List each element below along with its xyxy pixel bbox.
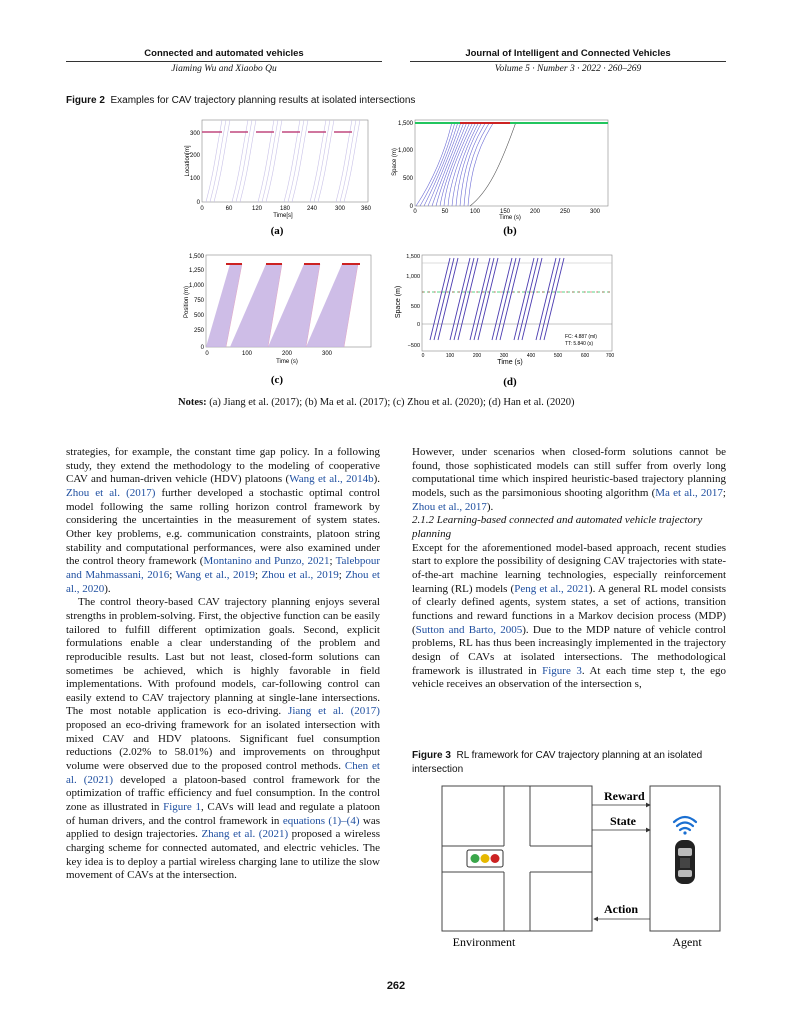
panel-c-xtick: 200 — [281, 351, 293, 357]
panel-d-xtick: 400 — [526, 353, 536, 359]
panel-b-xtick: 300 — [589, 209, 601, 215]
panel-b-chart — [392, 120, 608, 221]
header-rule-right — [410, 61, 726, 62]
panel-c-ylabel: Position (m) — [184, 285, 190, 319]
panel-a-ytick: 200 — [189, 153, 200, 159]
environment-box — [442, 786, 592, 931]
panel-c-label: (c) — [270, 374, 284, 386]
figure-link[interactable]: Figure 3 — [542, 664, 582, 677]
panel-d-xtick: 700 — [605, 353, 615, 359]
panel-b-ylabel: Space (m) — [392, 148, 398, 176]
panel-d-xtick: 600 — [580, 353, 590, 359]
panel-a-xtick: 180 — [279, 206, 291, 212]
panel-b-ytick: 1,000 — [397, 148, 413, 154]
panel-c-xtick: 0 — [205, 351, 209, 357]
right-column — [412, 446, 726, 692]
citation-link[interactable]: Ma et al., 2017 — [655, 486, 723, 499]
citation-link[interactable]: Montanino and Punzo, 2021 — [203, 555, 330, 568]
environment-label: Environment — [452, 935, 516, 949]
panel-b-label: (b) — [503, 225, 517, 237]
figure2-caption: Figure 2 Examples for CAV trajectory planning results at isolated intersections — [66, 95, 416, 106]
citation-link[interactable]: Jiang et al. (2017) — [288, 705, 380, 718]
panel-d-ylabel: Space (m) — [395, 285, 402, 319]
panel-d-legend-fc: FC: 4.887 (ml) — [565, 334, 597, 340]
left-paragraph-1: strategies, for example, the constant time gap policy. In a following study, they extend the methodology to the modeling of cooperative CAV and human-driven vehicle (HDV) platoons (Wang et al., 2014b). Zhou et al. (2017) further developed a stochastic optimal control model following the same rolling horizon control framework by considering the uncertainties in the measurement of system states. Other key problems, e.g. communication constraints, platoon string stability and computational performances, were also examined under the control theory framework (Montanino and Punzo, 2021; Talebpour and Mahmassani, 2016; Wang et al., 2019; Zhou et al., 2019; Zhou et al., 2020). — [66, 446, 380, 595]
panel-d-xtick: 0 — [421, 353, 425, 359]
panel-d-ytick: 500 — [410, 304, 420, 310]
citation-link[interactable]: Chen et al. (2021) — [66, 760, 380, 786]
citation-link[interactable]: Sutton and Barto, 2005 — [415, 623, 523, 636]
panel-d-label: (d) — [503, 376, 517, 388]
panel-b-xtick: 150 — [499, 209, 511, 215]
car-icon — [675, 840, 695, 884]
panel-b-xtick: 50 — [441, 209, 449, 215]
citation-link[interactable]: Wang et al., 2019 — [175, 568, 255, 581]
panel-a-xtick: 60 — [225, 206, 233, 212]
action-label: Action — [604, 902, 638, 916]
panel-b-ytick: 500 — [402, 176, 413, 182]
panel-a-xlabel: Time[s] — [273, 213, 293, 219]
state-label: State — [610, 814, 636, 828]
panel-a-label: (a) — [270, 225, 284, 237]
panel-b-xtick: 0 — [413, 209, 417, 215]
panel-b-xtick: 100 — [469, 209, 481, 215]
panel-c-ytick: 1,000 — [188, 283, 204, 289]
agent-label: Agent — [672, 935, 702, 949]
page-number: 262 — [386, 980, 406, 992]
journal-section-title: Connected and automated vehicles — [144, 48, 304, 59]
panel-c-ytick: 1,250 — [188, 268, 204, 274]
panel-c-ytick: 1,500 — [188, 254, 204, 260]
panel-d-ytick: 1,000 — [406, 274, 420, 280]
panel-a-xtick: 300 — [334, 206, 346, 212]
panel-d-xtick: 200 — [472, 353, 482, 359]
right-paragraph-2: Except for the aforementioned model-based approach, recent studies start to explore the possibility of designing CAV trajectories with state-of-the-art machine learning technologies, especially reinforcement learning (RL) models (Peng et al., 2021). A general RL model consists of clearly defined agents, system states, a set of actions, transition functions and reward functions in a Markov decision process (MDP) (Sutton and Barto, 2005). Due to the MDP nature of vehicle control problems, RL has thus been increasingly implemented in the trajectory design of CAVs at isolated intersections. The methodological framework is illustrated in Figure 3. At each time step t, the ego vehicle receives an observation of the intersection s, — [412, 541, 726, 691]
citation-link[interactable]: Zhou et al. (2017) — [66, 486, 156, 499]
panel-c-xtick: 300 — [321, 351, 333, 357]
panel-d-xtick: 300 — [499, 353, 509, 359]
traffic-light-icon — [467, 850, 503, 867]
panel-d-chart — [395, 254, 614, 366]
panel-b-xtick: 250 — [559, 209, 571, 215]
figure2-notes: Notes: (a) Jiang et al. (2017); (b) Ma et al. (2017); (c) Zhou et al. (2020); (d) Han et al. (2020) — [178, 397, 575, 408]
panel-d-ytick: 0 — [416, 322, 420, 328]
citation-link[interactable]: Zhou et al., 2017 — [412, 500, 487, 513]
header-rule-left — [66, 61, 382, 62]
panel-a-ytick: 300 — [189, 131, 200, 137]
figure3-diagram — [412, 784, 726, 954]
panel-c-ytick: 250 — [193, 328, 204, 334]
panel-c-ytick: 0 — [200, 345, 204, 351]
panel-b-xtick: 200 — [529, 209, 541, 215]
journal-name: Journal of Intelligent and Connected Vehicles — [465, 48, 671, 59]
panel-c-xtick: 100 — [241, 351, 253, 357]
panel-a-xtick: 120 — [251, 206, 263, 212]
panel-d-xlabel: Time (s) — [497, 359, 523, 366]
panel-a-xtick: 360 — [360, 206, 372, 212]
panel-a-xtick: 0 — [200, 206, 204, 212]
panel-d-legend-tt: TT: 5.840 (s) — [565, 341, 594, 347]
panel-d-ytick: 1,500 — [406, 254, 420, 260]
panel-b-ytick: 0 — [409, 204, 413, 210]
panel-c-ytick: 750 — [193, 298, 204, 304]
figure-link[interactable]: Figure 1 — [163, 801, 201, 814]
authors: Jiaming Wu and Xiaobo Qu — [171, 64, 277, 74]
left-paragraph-2: The control theory-based CAV trajectory planning enjoys several strengths in problem-solving. First, the objective function can be easily tailored to fulfill different optimization goals. Second, explicit formulations enable a clear understanding of the problem and reproducible results. Last but not least, closed-form solutions can sometimes be achieved, which is highly favorable in field implementations. With profound models, car-following control can easily extend to CAV trajectory planning at single-lane intersections. The most notable application is eco-driving. Jiang et al. (2017) proposed an eco-driving framework for an isolated intersection with mixed CAV and HDV platoons. Significant fuel consumption reductions (2.02% to 58.01%) and improvements on throughput volume were observed due to the proposed control methods. Chen et al. (2021) developed a platoon-based control framework for the optimization of traffic efficiency and fuel consumption. In the control zone as illustrated in Figure 1, CAVs will lead and regulate a platoon of human drivers, and the control framework in equations (1)–(4) was applied to design trajectories. Zhang et al. (2021) proposed a wireless charging scheme for connected automated, and electric vehicles. The key idea is to deploy a partial wireless charging lane to utilize the slow movement of CAVs at the intersection. — [66, 596, 381, 882]
citation-link[interactable]: Wang et al., 2014b — [289, 473, 374, 486]
panel-c-ytick: 500 — [193, 313, 204, 319]
panel-b-ytick: 1,500 — [397, 121, 413, 127]
panel-d-xtick: 100 — [445, 353, 455, 359]
left-column — [66, 446, 380, 883]
panel-d-xtick: 500 — [553, 353, 563, 359]
panel-a-ytick: 0 — [196, 200, 200, 206]
citation-link[interactable]: Zhang et al. (2021) — [201, 828, 289, 841]
panel-a-chart — [185, 120, 372, 219]
panel-c-chart — [184, 254, 371, 365]
citation-link[interactable]: Talebpour and Mahmassani, 2016 — [66, 555, 380, 581]
right-paragraph-1: However, under scenarios when closed-form solutions cannot be found, those sophisticated models can still suffer from overly long computational time which inspired heuristic-based trajectory planning models, such as the parsimonious shooting algorithm (Ma et al., 2017; Zhou et al., 2017). — [412, 446, 726, 513]
figure2-panels — [170, 112, 620, 388]
panel-c-xlabel: Time (s) — [276, 359, 298, 365]
citation-link[interactable]: Peng et al., 2021 — [514, 582, 589, 595]
citation-link[interactable]: Zhou et al., 2019 — [261, 568, 339, 581]
panel-d-ytick: −500 — [407, 343, 420, 349]
citation-link[interactable]: Zhou et al., 2020 — [66, 568, 380, 595]
journal-issue: Volume 5 · Number 3 · 2022 · 260–269 — [494, 64, 642, 74]
panel-b-xlabel: Time (s) — [499, 215, 521, 221]
figure3-caption: Figure 3 RL framework for CAV trajectory planning at an isolated intersection — [412, 750, 703, 775]
section-heading-2-1-2: 2.1.2 Learning-based connected and automated vehicle trajectory planning — [412, 514, 703, 540]
panel-a-ytick: 100 — [189, 176, 200, 182]
reward-label: Reward — [604, 789, 645, 803]
equation-link[interactable]: equations (1)–(4) — [282, 814, 360, 827]
panel-a-ylabel: Location[m] — [185, 145, 191, 177]
panel-a-xtick: 240 — [306, 206, 318, 212]
